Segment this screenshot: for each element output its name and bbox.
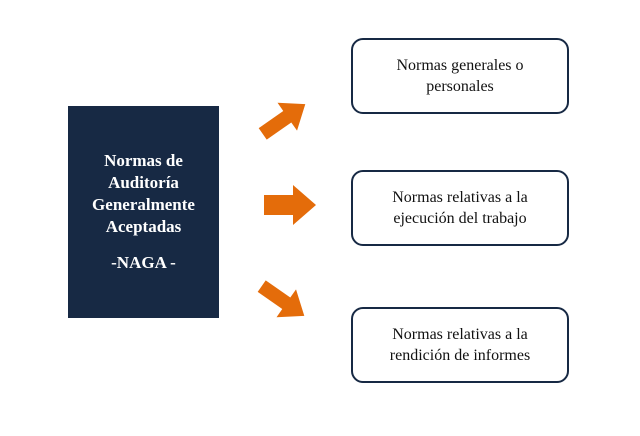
arrow-up-right <box>256 96 312 142</box>
category-label-execution: Normas relativas a la ejecución del trabajo <box>392 189 528 227</box>
arrow-right <box>263 184 317 226</box>
naga-main-box <box>68 106 219 318</box>
category-box-reporting <box>351 307 569 383</box>
category-label-general: Normas generales o personales <box>396 57 524 95</box>
category-box-general <box>351 38 569 114</box>
category-box-execution <box>351 170 569 246</box>
naga-acronym: -NAGA - <box>111 253 176 272</box>
arrow-down-right <box>255 278 311 324</box>
naga-title: Normas de Auditoría Generalmente Aceptadas <box>92 151 195 236</box>
category-label-reporting: Normas relativas a la rendición de informes <box>389 326 531 364</box>
